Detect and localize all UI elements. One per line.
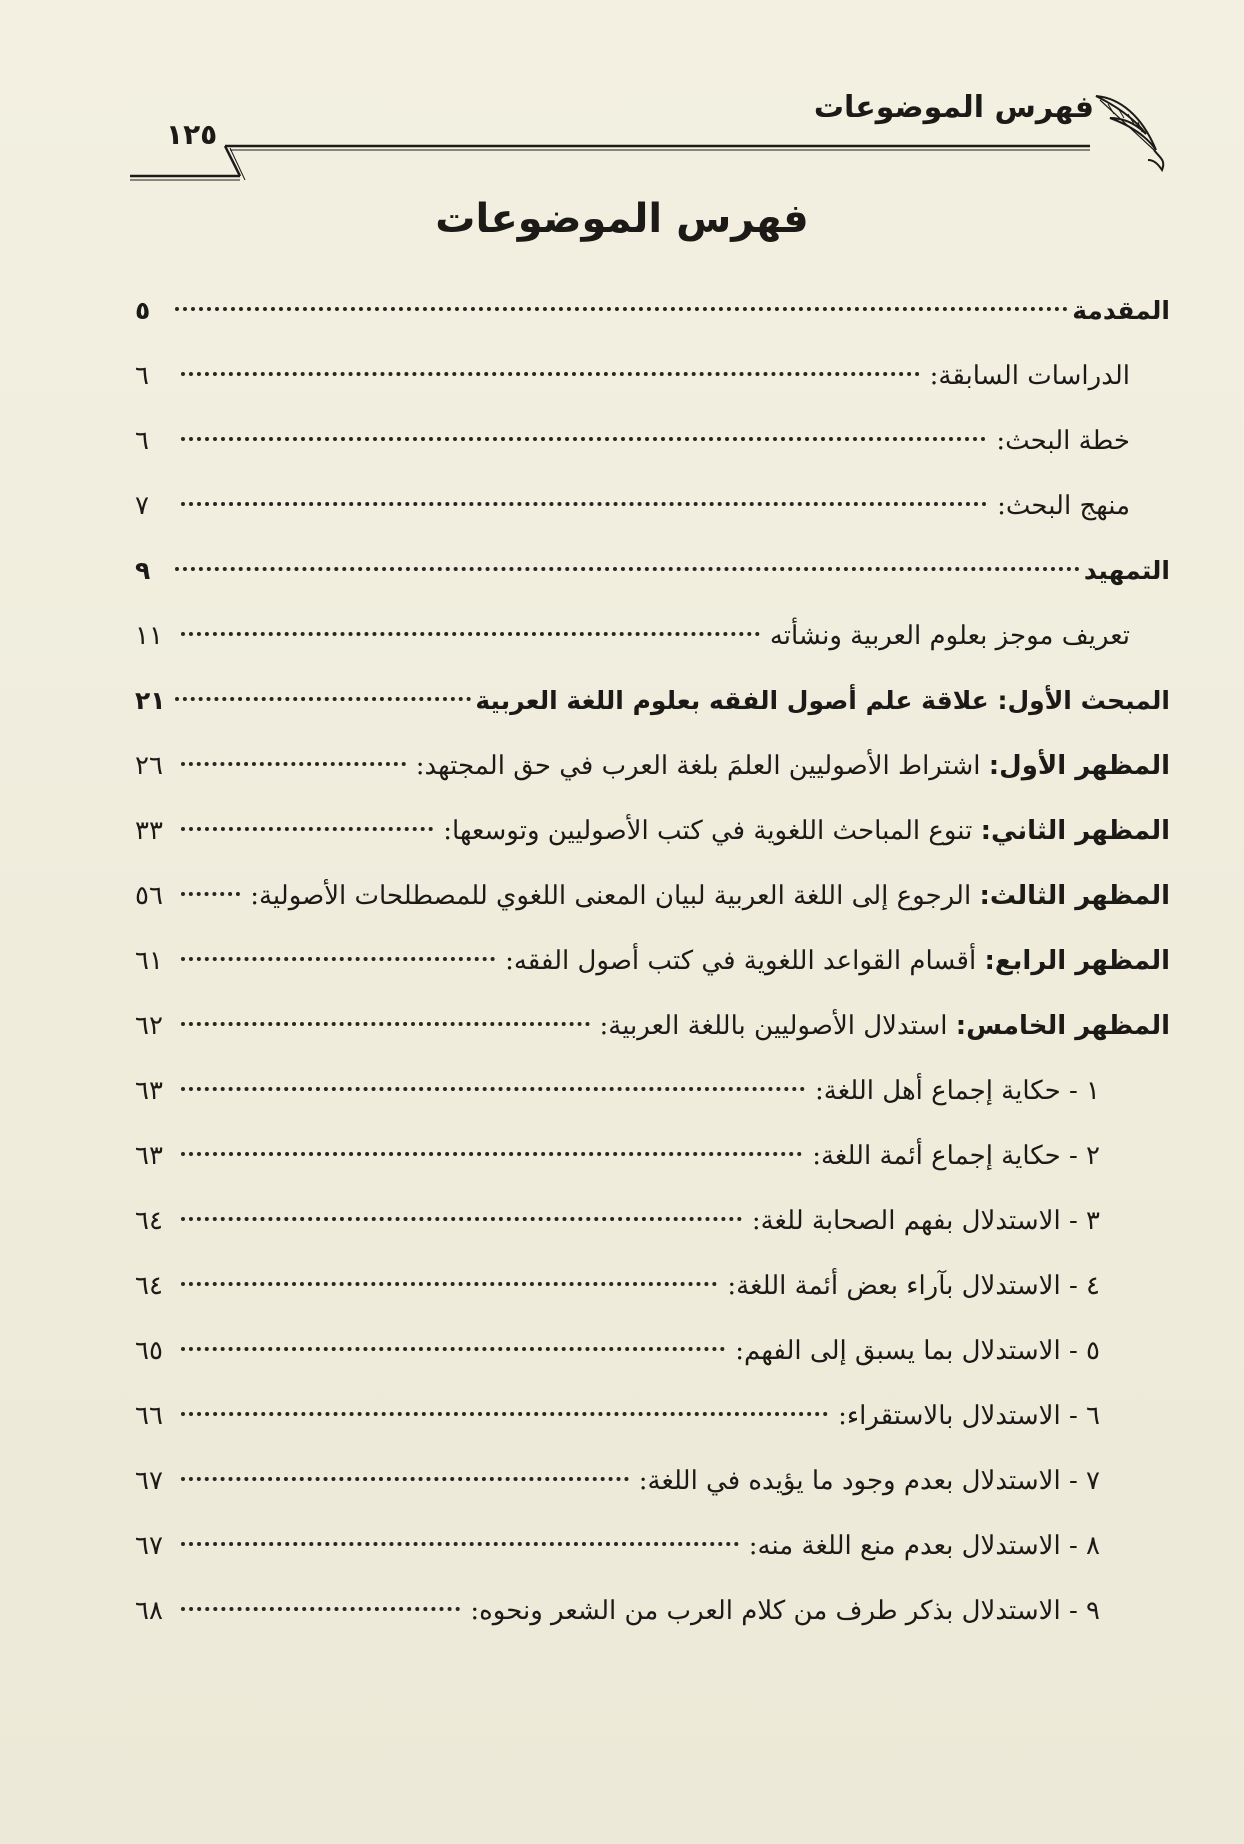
dot-leader [175, 697, 471, 701]
toc-entry-text: ٤ - الاستدلال بآراء بعض أئمة اللغة: [727, 1271, 1100, 1301]
toc-entry-text: الرجوع إلى اللغة العربية لبيان المعنى اللغوي للمصطلحات الأصولية: [250, 881, 980, 911]
dot-leader [181, 1607, 460, 1611]
toc-entry-title [470, 1590, 1100, 1632]
toc-entry[interactable] [135, 680, 1170, 745]
toc-entry[interactable] [135, 875, 1170, 940]
toc-entry-text: ٩ - الاستدلال بذكر طرف من كلام العرب من الشعر ونحوه: [470, 1596, 1100, 1626]
toc-entry-title [639, 1460, 1100, 1502]
toc-entry-title [815, 1070, 1100, 1112]
toc-entry[interactable] [135, 1005, 1170, 1070]
toc-entry-text: ١ - حكاية إجماع أهل اللغة: [815, 1076, 1100, 1106]
toc-entry-text: منهج البحث: [997, 491, 1130, 521]
dot-leader [181, 632, 760, 636]
dot-leader [175, 567, 1080, 571]
dot-leader [181, 957, 495, 961]
toc-entry-title [416, 745, 1170, 787]
dot-leader [181, 372, 920, 376]
toc-entry[interactable] [135, 355, 1170, 420]
dot-leader [175, 307, 1068, 311]
toc-entry-page-number: ٦٧ [135, 1466, 163, 1496]
toc-entry-title [997, 485, 1130, 527]
toc-entry-text: ٢ - حكاية إجماع أئمة اللغة: [812, 1141, 1100, 1171]
toc-entry-page-number: ٦٢ [135, 1011, 163, 1041]
toc-entry-title [475, 680, 1170, 722]
toc-entry-title [600, 1005, 1170, 1047]
toc-entry-lead: المظهر الثاني: [980, 816, 1170, 846]
toc-entry-text: خطة البحث: [996, 426, 1130, 456]
toc-entry-title [250, 875, 1170, 917]
toc-entry[interactable] [135, 745, 1170, 810]
page-title: فهرس الموضوعات [435, 196, 809, 242]
toc-entry-lead: المظهر الثالث: [979, 881, 1170, 911]
toc-entry-page-number: ٧ [135, 491, 149, 521]
toc-entry-lead: المظهر الأول: [988, 751, 1170, 781]
dot-leader [181, 1412, 828, 1416]
toc-entry[interactable] [135, 1200, 1170, 1265]
toc-entry-title [727, 1265, 1100, 1307]
toc-entry-text: تنوع المباحث اللغوية في كتب الأصوليين وتوسعها: [443, 816, 981, 846]
toc-entry-text: ٦ - الاستدلال بالاستقراء: [838, 1401, 1100, 1431]
toc-entry-title [443, 810, 1170, 852]
dot-leader [181, 437, 986, 441]
toc-entry[interactable] [135, 290, 1170, 355]
dot-leader [181, 1477, 629, 1481]
running-title: فهرس الموضوعات [813, 90, 1094, 125]
toc-entry-page-number: ٢٦ [135, 751, 163, 781]
toc-entry-title [996, 420, 1130, 462]
dot-leader [181, 1022, 590, 1026]
dot-leader [181, 502, 987, 506]
toc-entry-text: تعريف موجز بعلوم العربية ونشأته [769, 621, 1130, 651]
toc-entry-page-number: ٦ [135, 426, 149, 456]
toc-entry-text: ٥ - الاستدلال بما يسبق إلى الفهم: [735, 1336, 1100, 1366]
toc-entry-page-number: ٦٣ [135, 1076, 163, 1106]
running-header [130, 88, 1170, 188]
toc-entry-title [1072, 290, 1170, 332]
toc-entry[interactable] [135, 810, 1170, 875]
toc-entry-page-number: ٦٤ [135, 1206, 163, 1236]
toc-entry-text: المبحث الأول: علاقة علم أصول الفقه بعلوم اللغة العربية [475, 686, 1170, 715]
toc-entry-text: اشتراط الأصوليين العلمَ بلغة العرب في حق المجتهد: [415, 751, 989, 781]
dot-leader [181, 1282, 717, 1286]
toc-entry-page-number: ٢١ [135, 686, 166, 715]
toc-entry[interactable] [135, 420, 1170, 485]
toc-entry-page-number: ٦٧ [135, 1531, 163, 1561]
dot-leader [181, 1347, 725, 1351]
toc-entry[interactable] [135, 940, 1170, 1005]
toc-entry[interactable] [135, 615, 1170, 680]
toc-entry[interactable] [135, 1330, 1170, 1395]
toc-entry-text: ٨ - الاستدلال بعدم منع اللغة منه: [748, 1531, 1100, 1561]
dot-leader [181, 827, 433, 831]
toc-entry[interactable] [135, 1395, 1170, 1460]
toc-entry-title [749, 1525, 1100, 1567]
toc-entry-page-number: ١١ [135, 621, 163, 651]
toc-entry[interactable] [135, 1070, 1170, 1135]
toc-entry-page-number: ٩ [135, 556, 151, 585]
toc-entry-page-number: ٣٣ [135, 816, 163, 846]
toc-entry-page-number: ٦٨ [135, 1596, 163, 1626]
toc-entry-text: ٧ - الاستدلال بعدم وجود ما يؤيده في اللغة: [638, 1466, 1100, 1496]
toc-entry[interactable] [135, 550, 1170, 615]
toc-entry-title [735, 1330, 1100, 1372]
toc-entry-title [770, 615, 1130, 657]
toc-entry[interactable] [135, 1525, 1170, 1590]
toc-entry-page-number: ٦ [135, 361, 149, 391]
toc-entry-title [752, 1200, 1100, 1242]
toc-entry-title [505, 940, 1170, 982]
toc-entry[interactable] [135, 1590, 1170, 1655]
dot-leader [181, 1542, 739, 1546]
toc-entry-text: استدلال الأصوليين باللغة العربية: [599, 1011, 956, 1041]
dot-leader [181, 1217, 742, 1221]
toc-entry[interactable] [135, 1265, 1170, 1330]
dot-leader [181, 762, 406, 766]
toc-entry-title [1084, 550, 1170, 592]
toc-entry-title [812, 1135, 1100, 1177]
toc-entry[interactable] [135, 1135, 1170, 1200]
toc-entry-title [930, 355, 1130, 397]
toc-entry-text: ٣ - الاستدلال بفهم الصحابة للغة: [751, 1206, 1100, 1236]
dot-leader [181, 1152, 802, 1156]
dot-leader [181, 1087, 805, 1091]
toc-entry[interactable] [135, 1460, 1170, 1525]
toc-entry-text: التمهيد [1083, 556, 1170, 585]
toc-entry-page-number: ٦٥ [135, 1336, 163, 1366]
toc-entry-lead: المظهر الرابع: [984, 946, 1170, 976]
toc-entry-text: المقدمة [1072, 296, 1170, 325]
toc-entry-page-number: ٦٤ [135, 1271, 163, 1301]
toc-entry-page-number: ٦٦ [135, 1401, 163, 1431]
toc-entry-page-number: ٦١ [135, 946, 163, 976]
toc-entry-text: أقسام القواعد اللغوية في كتب أصول الفقه: [505, 946, 985, 976]
toc-entry-text: الدراسات السابقة: [929, 361, 1130, 391]
table-of-contents [135, 290, 1170, 1655]
toc-entry-page-number: ٥ [135, 296, 151, 325]
toc-entry-title [838, 1395, 1100, 1437]
quill-icon [1090, 88, 1170, 178]
page-number: ١٢٥ [166, 118, 218, 151]
dot-leader [181, 892, 240, 896]
toc-entry-lead: المظهر الخامس: [955, 1011, 1170, 1041]
toc-entry[interactable] [135, 485, 1170, 550]
toc-entry-page-number: ٦٣ [135, 1141, 163, 1171]
toc-entry-page-number: ٥٦ [135, 881, 163, 911]
